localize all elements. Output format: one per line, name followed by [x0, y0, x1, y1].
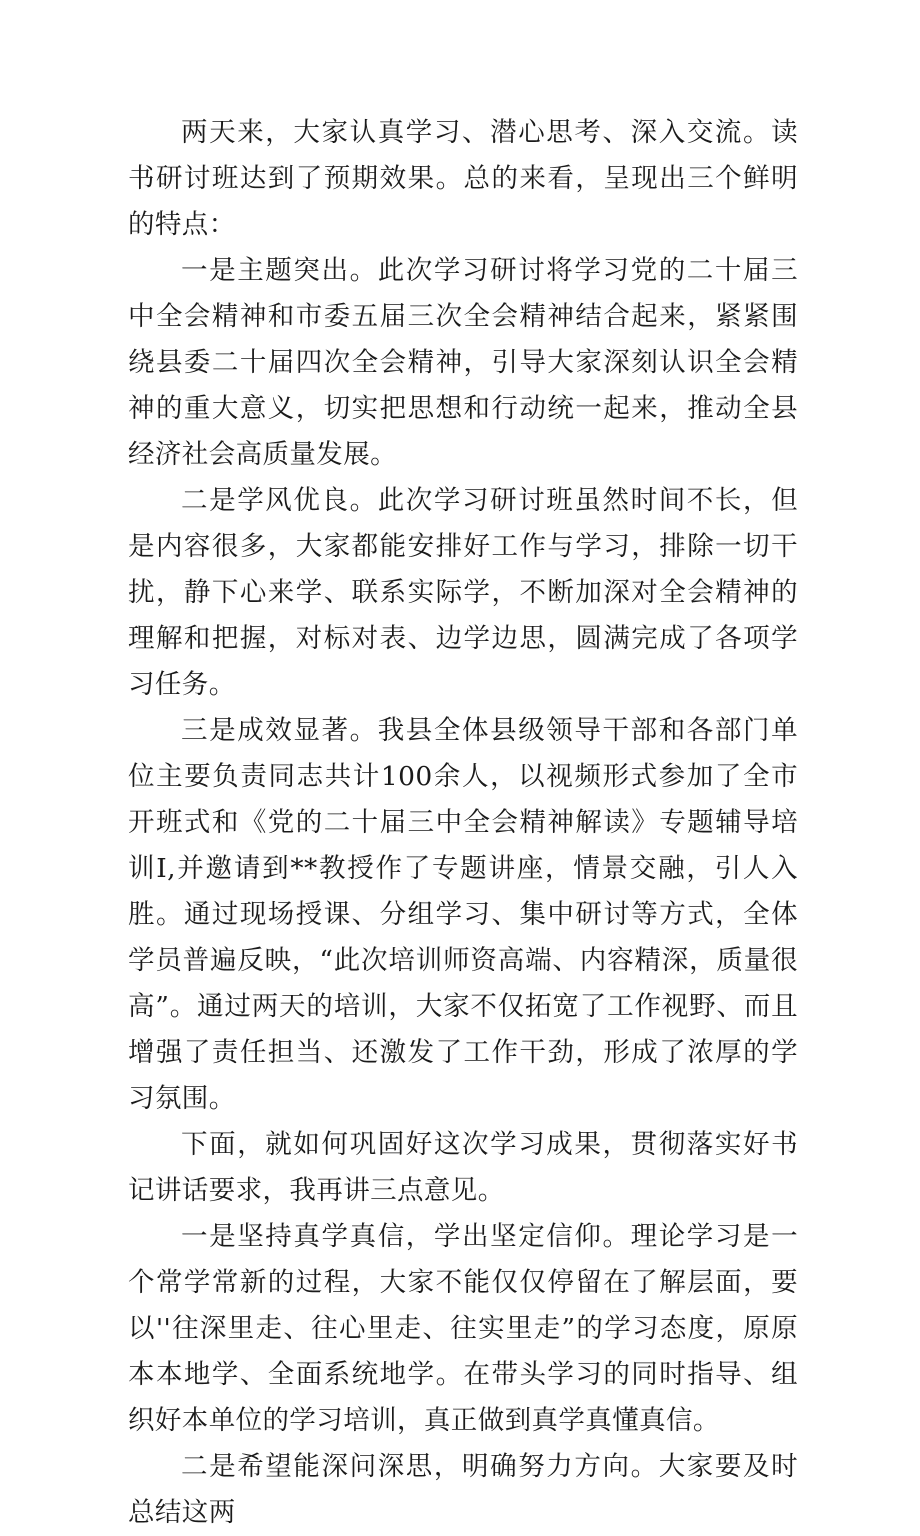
paragraph-opinion-two: 二是希望能深问深思，明确努力方向。大家要及时总结这两	[128, 1451, 798, 1528]
paragraph-feature-results: 三是成效显著。我县全体县级领导干部和各部门单位主要负责同志共计100余人，以视频形式参加了全市开班式和《党的二十届三中全会精神解读》专题辅导培训I,并邀请到**教授作了专题讲座，情景交融，引人入胜。通过现场授课、分组学习、集中研讨等方式，全体学员普遍反映，“此次培训师资高端、内容精深，质量很高”。通过两天的培训，大家不仅拓宽了工作视野、而且增强了责任担当、还激发了工作干劲，形成了浓厚的学习氛围。	[128, 715, 798, 1114]
paragraph-opinion-one: 一是坚持真学真信，学出坚定信仰。理论学习是一个常学常新的过程，大家不能仅仅停留在了解层面，要以''往深里走、往心里走、往实里走”的学习态度，原原本本地学、全面系统地学。在带头学习的同时指导、组织好本单位的学习培训，真正做到真学真懂真信。	[128, 1221, 798, 1436]
paragraph-summary-intro: 两天来，大家认真学习、潜心思考、深入交流。读书研讨班达到了预期效果。总的来看，呈现出三个鲜明的特点：	[128, 117, 798, 240]
document-body	[128, 110, 798, 1536]
paragraph-feature-theme: 一是主题突出。此次学习研讨将学习党的二十届三中全会精神和市委五届三次全会精神结合起来，紧紧围绕县委二十届四次全会精神，引导大家深刻认识全会精神的重大意义，切实把思想和行动统一起来，推动全县经济社会高质量发展。	[128, 255, 798, 470]
paragraph-transition: 下面，就如何巩固好这次学习成果，贯彻落实好书记讲话要求，我再讲三点意见。	[128, 1129, 798, 1206]
paragraph-feature-study-style: 二是学风优良。此次学习研讨班虽然时间不长，但是内容很多，大家都能安排好工作与学习，排除一切干扰，静下心来学、联系实际学，不断加深对全会精神的理解和把握，对标对表、边学边思，圆满完成了各项学习任务。	[128, 485, 798, 700]
